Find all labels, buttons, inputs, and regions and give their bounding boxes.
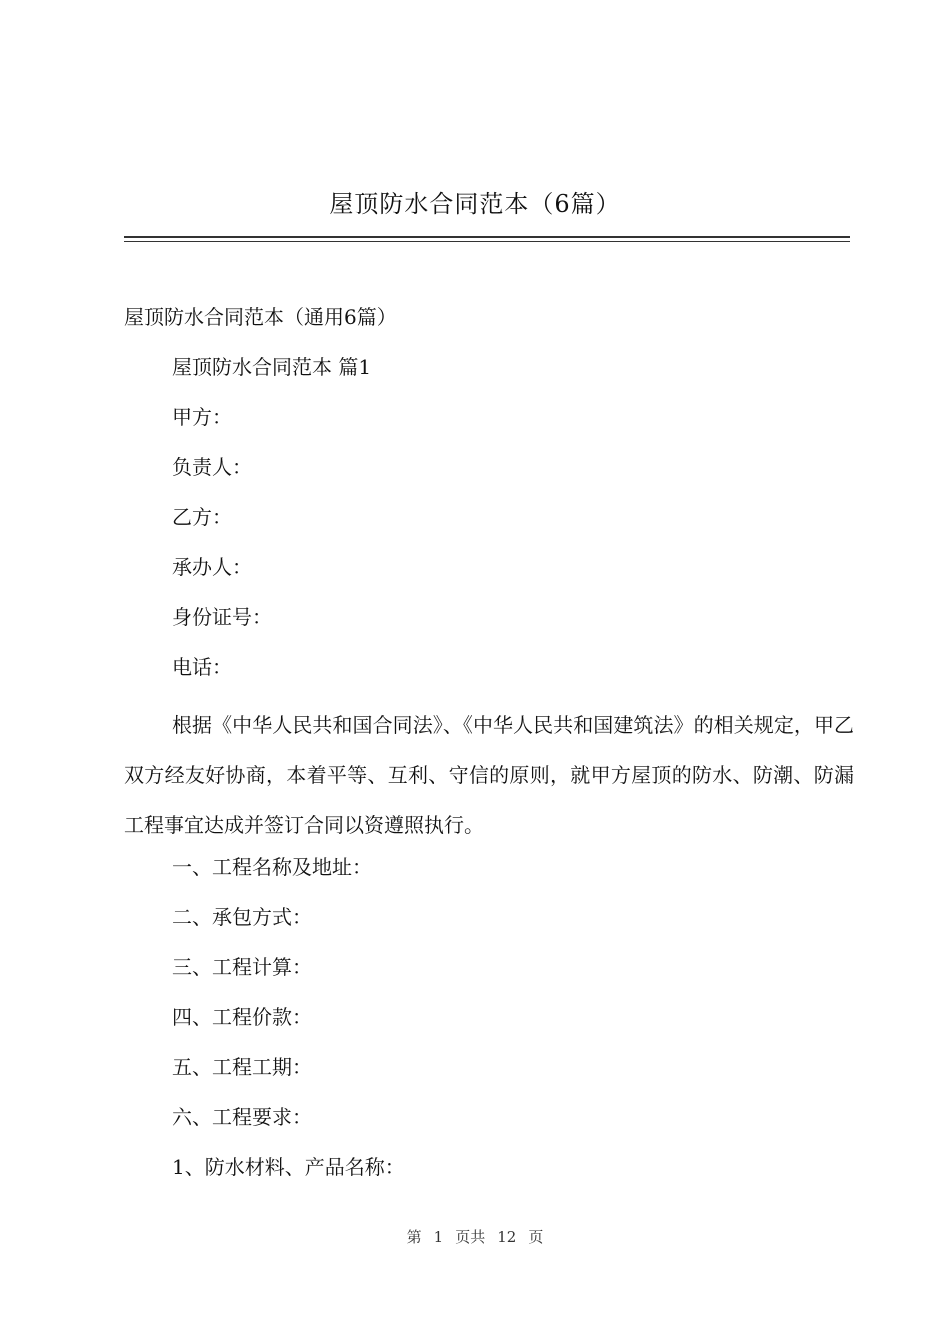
item-project-duration: 五、工程工期： [172, 1055, 312, 1079]
title-divider [124, 236, 850, 242]
field-id-number: 身份证号： [172, 605, 272, 629]
item-project-calculation: 三、工程计算： [172, 955, 312, 979]
page-footer [0, 1226, 950, 1248]
field-handler: 承办人： [172, 555, 252, 579]
footer-suffix: 页 [528, 1228, 544, 1246]
item-project-price: 四、工程价款： [172, 1005, 312, 1029]
field-party-a: 甲方： [172, 405, 232, 429]
field-phone: 电话： [172, 655, 232, 679]
section-heading: 屋顶防水合同范本 篇1 [172, 355, 372, 379]
footer-page-number: 1 [433, 1228, 444, 1246]
body-paragraph: 根据《中华人民共和国合同法》、《中华人民共和国建筑法》的相关规定，甲乙双方经友好协商，本着平等、互利、守信的原则，就甲方屋顶的防水、防潮、防漏工程事宜达成并签订合同以资遵照执行。 [124, 713, 854, 837]
field-party-b: 乙方： [172, 505, 232, 529]
item-material-name: 1、防水材料、产品名称： [172, 1155, 405, 1179]
field-responsible-person: 负责人： [172, 455, 252, 479]
document-subtitle: 屋顶防水合同范本（通用6篇） [124, 305, 397, 329]
footer-page-total: 12 [497, 1228, 517, 1246]
item-project-requirements: 六、工程要求： [172, 1105, 312, 1129]
footer-middle: 页共 [455, 1228, 486, 1246]
document-title: 屋顶防水合同范本（6篇） [329, 190, 621, 218]
footer-prefix: 第 [406, 1228, 422, 1246]
item-contract-method: 二、承包方式： [172, 905, 312, 929]
item-project-name: 一、工程名称及地址： [172, 855, 372, 879]
